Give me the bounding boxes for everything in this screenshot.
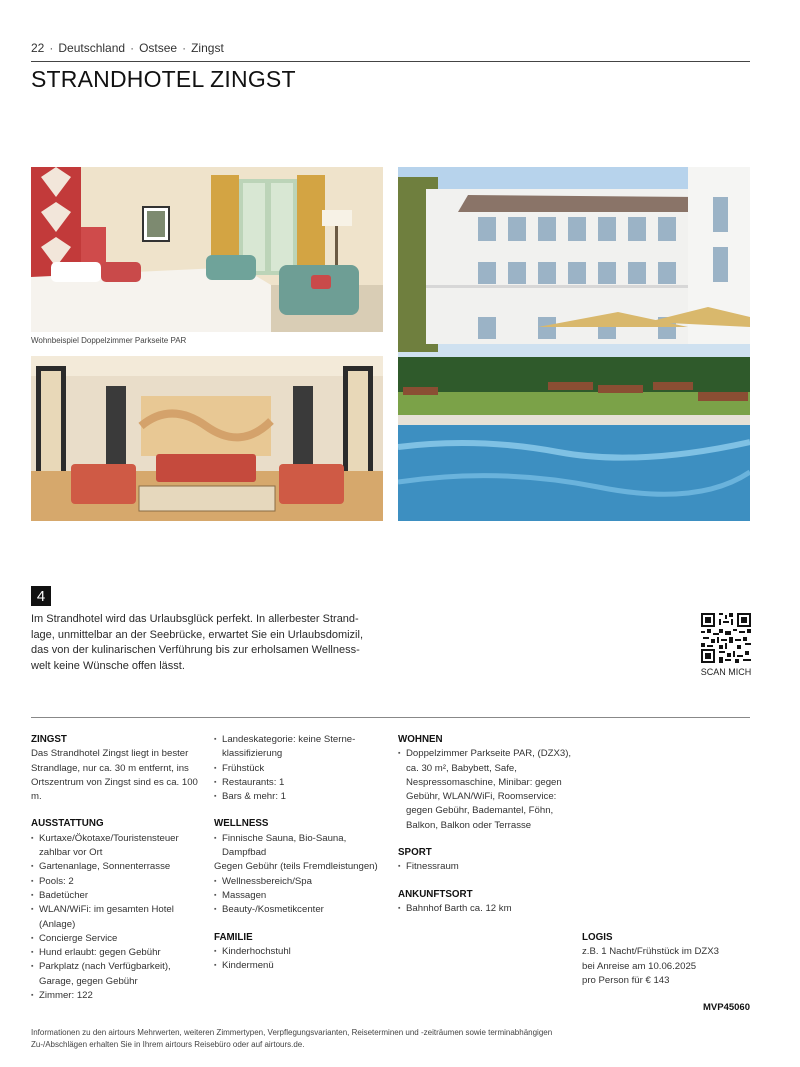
zingst-description: Das Strandhotel Zingst liegt in bester Strandlage, nur ca. 30 m entfernt, ins Ortszentrum von Zingst sind es ca. 100 m. — [31, 748, 198, 803]
price-line: z.B. 1 Nacht/Frühstück im DZX3 — [582, 946, 720, 958]
breadcrumb-place[interactable]: Zingst — [191, 41, 224, 55]
lobby-photo — [31, 356, 383, 521]
section-title-familie: FAMILIE — [214, 931, 253, 943]
hotel-facts-list — [214, 733, 389, 804]
section-title-ankunftsort: ANKUNFTSORT — [398, 888, 473, 900]
list-item: ▪ Kurtaxe/Ökotaxe/Touristensteuer zahlbar vor Ort — [31, 832, 203, 861]
price-box — [582, 931, 719, 988]
section-title-wellness: WELLNESS — [214, 818, 269, 830]
page-number: 22 — [31, 41, 45, 55]
section-title-wohnen: WOHNEN — [398, 734, 443, 745]
breadcrumb-region[interactable]: Ostsee — [139, 41, 178, 55]
wellness-fee-note: Gegen Gebühr (teils Fremdleistungen) — [214, 861, 378, 873]
list-item: ▪ Fitnessraum — [398, 860, 578, 874]
list-item: ▪ Kindermenü — [214, 959, 389, 973]
header-divider — [31, 61, 750, 62]
section-divider — [31, 717, 750, 718]
list-item: ▪ Bahnhof Barth ca. 12 km — [398, 902, 578, 916]
breadcrumb-country[interactable]: Deutschland — [58, 41, 126, 55]
room-photo-caption: Wohnbeispiel Doppelzimmer Parkseite PAR — [31, 336, 187, 345]
list-item: ▪ Doppelzimmer Parkseite PAR, (DZX3), ca. 30 m², Babybett, Safe, Nespressomaschine, Minibar: gegen Gebühr, WLAN/WiFi, Roomservice: gegen Gebühr, Bademantel, Föhn, Balkon, Balkon oder Terrasse — [398, 747, 578, 833]
wohnen-list — [398, 747, 578, 833]
info-column-2 — [214, 733, 389, 973]
list-item: ▪ Badetücher — [31, 889, 203, 903]
booking-code: MVP45060 — [702, 1002, 750, 1013]
footnote: Informationen zu den airtours Mehrwerten, weiteren Zimmertypen, Verpflegungsvarianten, Reiseterminen und -zeiträumen sowie terminabhängigen Zu-/Abschlägen erhalten Sie in Ihrem airtours Reisebüro oder auf airtours.de. — [31, 1028, 553, 1049]
list-item: ▪ Finnische Sauna, Bio-Sauna, Dampfbad — [214, 832, 389, 861]
list-item: ▪ Hund erlaubt: gegen Gebühr — [31, 946, 203, 960]
info-column-1 — [31, 733, 203, 1003]
list-item: ▪ Restaurants: 1 — [214, 776, 389, 790]
page-title: STRANDHOTEL ZINGST — [31, 66, 296, 92]
list-item: ▪ Concierge Service — [31, 932, 203, 946]
sport-list — [398, 860, 578, 874]
list-item: ▪ Bars & mehr: 1 — [214, 790, 389, 804]
hotel-number-badge: 4 — [31, 586, 51, 606]
list-item: ▪ Frühstück — [214, 762, 389, 776]
list-item: ▪ Gartenanlage, Sonnenterrasse — [31, 860, 203, 874]
list-item: ▪ WLAN/WiFi: im gesamten Hotel (Anlage) — [31, 903, 203, 932]
wellness-list — [214, 832, 389, 918]
section-title-zingst: ZINGST — [31, 734, 67, 745]
list-item: ▪ Pools: 2 — [31, 875, 203, 889]
hotel-exterior-photo — [398, 167, 750, 521]
breadcrumb-separator: · — [49, 41, 54, 55]
list-item: ▪ Zimmer: 122 — [31, 989, 203, 1003]
list-item: ▪ Massagen — [214, 889, 389, 903]
price-line: pro Person für € 143 — [582, 974, 670, 986]
qr-scan-label: SCAN MICH — [700, 667, 752, 677]
breadcrumb-separator: · — [130, 41, 135, 55]
price-line: bei Anreise am 10.06.2025 — [582, 960, 697, 972]
list-item: ▪ Kinderhochstuhl — [214, 945, 389, 959]
intro-text: Im Strandhotel wird das Urlaubsglück perfekt. In allerbester Strand- lage, unmittelbar an der Seebrücke, erwartet Sie ein Urlaubsdomizil, das von der kulinarischen Verführung bis zur erholsamen Wellness- welt keine Wünsche offen lässt. — [31, 613, 363, 672]
breadcrumb-separator: · — [182, 41, 187, 55]
ausstattung-list — [31, 832, 203, 1004]
list-item: ▪ Wellnessbereich/Spa — [214, 875, 389, 889]
section-title-logis: LOGIS — [582, 932, 613, 943]
qr-code-icon[interactable] — [701, 613, 751, 663]
familie-list — [214, 945, 389, 974]
breadcrumb — [31, 41, 224, 55]
info-column-3 — [398, 733, 578, 916]
ankunftsort-list — [398, 902, 578, 916]
list-item: ▪ Landeskategorie: keine Sterne-klassifizierung — [214, 733, 389, 762]
room-photo — [31, 167, 383, 332]
section-title-ausstattung: AUSSTATTUNG — [31, 818, 104, 830]
list-item: ▪ Beauty-/Kosmetikcenter — [214, 903, 389, 917]
list-item: ▪ Parkplatz (nach Verfügbarkeit), Garage, gegen Gebühr — [31, 960, 203, 989]
section-title-sport: SPORT — [398, 847, 432, 859]
